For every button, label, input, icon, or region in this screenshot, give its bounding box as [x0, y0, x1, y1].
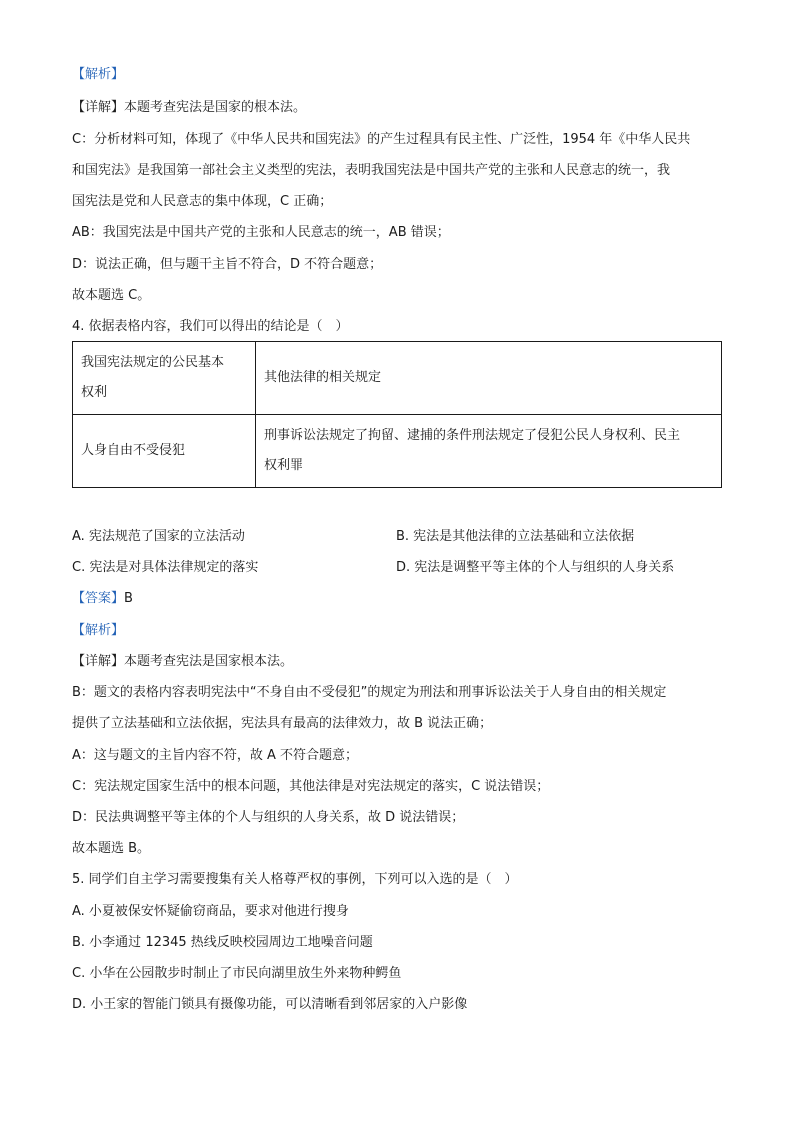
- q3-c-explanation-line3: 国宪法是党和人民意志的集中体现，C 正确；: [72, 194, 333, 209]
- q4-conclusion: 故本题选 B。: [72, 841, 151, 856]
- q4-detail-tag: 【详解】: [72, 654, 125, 669]
- q3-detail-text: 本题考查宪法是国家的根本法。: [124, 100, 307, 115]
- q4-table: [72, 341, 722, 488]
- q3-c-explanation-line1: C：分析材料可知，体现了《中华人民共和国宪法》的产生过程具有民主性、广泛性，1954 年《中华人民共: [72, 132, 691, 147]
- q4-answer-tag: 【答案】: [72, 591, 125, 606]
- table-cell: 刑事诉讼法规定了拘留、逮捕的条件刑法规定了侵犯公民人身权利、民主 权利罪: [256, 415, 722, 488]
- q4-option-d: D. 宪法是调整平等主体的个人与组织的人身关系: [396, 560, 675, 575]
- q4-answer-value: B: [124, 591, 133, 606]
- q4-answer-line: [72, 589, 133, 609]
- q4-b-explanation-line1: B：题文的表格内容表明宪法中“不身自由不受侵犯”的规定为刑法和刑事诉讼法关于人身自由的相关规定: [72, 685, 667, 700]
- q4-option-b: B. 宪法是其他法律的立法基础和立法依据: [396, 529, 635, 544]
- q4-c-explanation: C：宪法规定国家生活中的根本问题，其他法律是对宪法规定的落实，C 说法错误；: [72, 779, 550, 794]
- q4-d-explanation: D：民法典调整平等主体的个人与组织的人身关系，故 D 说法错误；: [72, 810, 465, 825]
- q5-option-b: B. 小李通过 12345 热线反映校园周边工地噪音问题: [72, 935, 373, 950]
- q4-question: 4. 依据表格内容，我们可以得出的结论是（ ）: [72, 319, 349, 334]
- q4-detail-line: [72, 652, 293, 672]
- q3-detail-tag: 【详解】: [72, 100, 125, 115]
- q4-option-a: A. 宪法规范了国家的立法活动: [72, 529, 245, 544]
- q4-a-explanation: A：这与题文的主旨内容不符，故 A 不符合题意；: [72, 748, 359, 763]
- q4-analysis-heading: 【解析】: [72, 623, 125, 638]
- q5-option-c: C. 小华在公园散步时制止了市民向湖里放生外来物种鳄鱼: [72, 966, 402, 981]
- table-cell: 人身自由不受侵犯: [73, 415, 256, 488]
- q3-ab-explanation: AB：我国宪法是中国共产党的主张和人民意志的统一，AB 错误；: [72, 225, 450, 240]
- q3-c-explanation-line2: 和国宪法》是我国第一部社会主义类型的宪法，表明我国宪法是中国共产党的主张和人民意志的统一，我: [72, 163, 671, 178]
- q3-detail-line: [72, 98, 306, 118]
- q5-question: 5. 同学们自主学习需要搜集有关人格尊严权的事例，下列可以入选的是（ ）: [72, 872, 518, 887]
- q3-conclusion: 故本题选 C。: [72, 288, 151, 303]
- q3-d-explanation: D：说法正确，但与题干主旨不符合，D 不符合题意；: [72, 257, 383, 272]
- q4-b-explanation-line2: 提供了立法基础和立法依据，宪法具有最高的法律效力，故 B 说法正确；: [72, 716, 493, 731]
- q4-option-c: C. 宪法是对具体法律规定的落实: [72, 560, 259, 575]
- table-row: [73, 415, 722, 488]
- table-row: [73, 342, 722, 415]
- q3-analysis-heading: 【解析】: [72, 67, 125, 82]
- table-header-cell: 我国宪法规定的公民基本 权利: [73, 342, 256, 415]
- q5-option-d: D. 小王家的智能门锁具有摄像功能，可以清晰看到邻居家的入户影像: [72, 997, 468, 1012]
- q4-detail-text: 本题考查宪法是国家根本法。: [124, 654, 294, 669]
- table-header-cell: 其他法律的相关规定: [256, 342, 722, 415]
- q5-option-a: A. 小夏被保安怀疑偷窃商品，要求对他进行搜身: [72, 904, 349, 919]
